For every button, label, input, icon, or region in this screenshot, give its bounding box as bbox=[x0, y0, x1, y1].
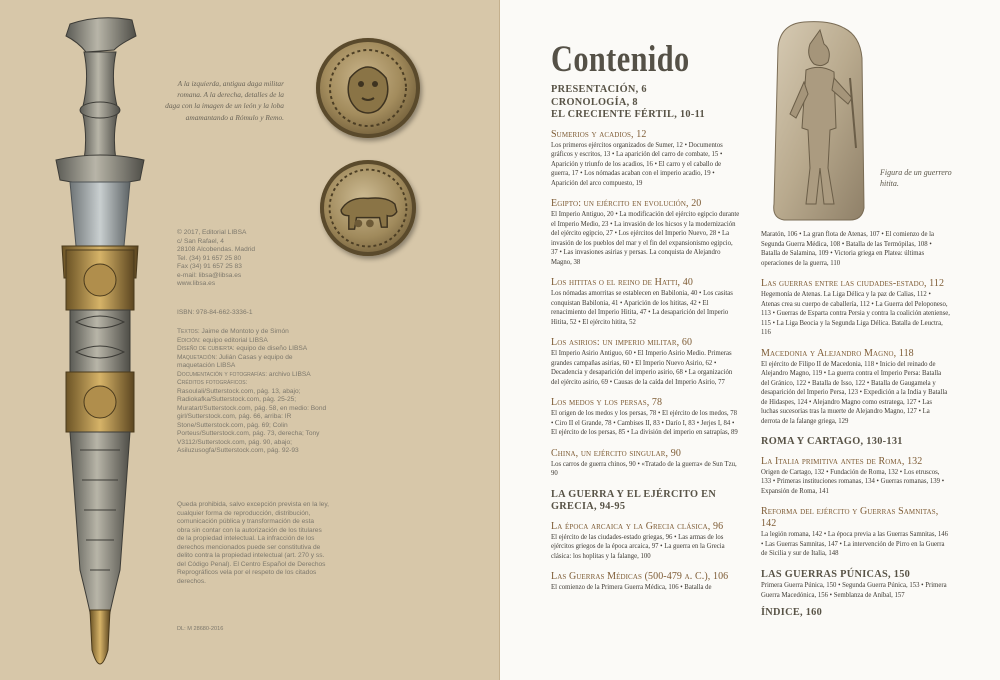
toc-part: LAS GUERRAS PÚNICAS, 150 bbox=[761, 568, 911, 580]
publisher-address bbox=[177, 229, 327, 289]
toc-part: PRESENTACIÓN, 6 bbox=[551, 84, 647, 95]
toc-chapter: Macedonia y Alejandro Magno, 118 bbox=[761, 347, 914, 359]
address-line: e-mail: libsa@libsa.es bbox=[177, 271, 242, 279]
credit-label: Diseño de cubierta bbox=[177, 345, 233, 352]
spacer bbox=[761, 449, 951, 456]
credit-value: : archivo LIBSA bbox=[265, 370, 311, 378]
toc-chapter: China, un ejército singular, 90 bbox=[551, 447, 681, 459]
credit-label: Edición bbox=[177, 336, 199, 344]
toc-body: Los carros de guerra chinos, 90 • «Tratado de la guerra» de Sun Tzu, 90 bbox=[551, 459, 737, 477]
credit-line bbox=[177, 354, 327, 371]
credit-value: : Julián Casas y equipo de maquetación LIBSA bbox=[177, 353, 293, 369]
toc-chapter: Los asirios: un imperio militar, 60 bbox=[551, 337, 693, 348]
address-line: Tel. (34) 91 657 25 80 bbox=[177, 254, 242, 262]
address-line: c/ San Rafael, 4 bbox=[177, 237, 224, 245]
credit-line bbox=[177, 371, 327, 380]
toc-chapter: Los medos y los persas, 78 bbox=[551, 397, 663, 408]
credit-label: Créditos fotográficos bbox=[177, 379, 246, 386]
toc-body: Hegemonía de Atenas. La Liga Délica y la paz de Calias, 112 • Atenas crea su cuerpo de caballería, 112 • La Guerra del Peloponeso, 113 • Guerras de Esparta contra Persia y contra la coalición ateniense, 115 • La Liga Beocia y la Segunda Liga Délica. Batalla de Leuctra, 116 bbox=[761, 290, 950, 336]
spacer bbox=[551, 514, 741, 521]
toc-part: LA GUERRA Y EL EJÉRCITO EN GRECIA, 94-95 bbox=[551, 488, 717, 512]
toc-part: ÍNDICE, 160 bbox=[761, 607, 823, 618]
credit-value: : Jaime de Montoto y de Simón bbox=[197, 328, 289, 335]
spacer bbox=[551, 267, 741, 277]
toc-column-right bbox=[761, 230, 951, 620]
toc-chapter: Las guerras entre las ciudades-estado, 112 bbox=[761, 278, 945, 289]
toc-body: El Imperio Asirio Antiguo, 60 • El Imperio Asirio Medio. Primeras grandes campañas asirias, 60 • El Imperio Nuevo Asirio, 62 • Decadencia y desaparición del imperio asirio, 68 • La organización del ejército asirio, 69 • Causas de la caída del Imperio Asirio, 77 bbox=[551, 349, 733, 386]
toc-body: El ejército de Filipo II de Macedonia, 118 • Inicio del reinado de Alejandro Magno, 119 • La guerra contra el Imperio Persa: Batalla del Gránico, 122 • Batalla de Isso, 122 • Batalla de Gaugamela y desaparición del Imperio Persa, 123 • Expedición a la India y Batalla de Hidaspes, 124 • Alejandro Magno como estratega, 127 • Las luchas sucesorias tras la muerte de Alejandro Magno, 127 • La derrota de la falange griega, 129 bbox=[761, 359, 948, 425]
hittite-warrior-relief-image bbox=[770, 18, 866, 222]
toc-chapter: Sumerios y acadios, 12 bbox=[551, 128, 647, 140]
address-line: www.libsa.es bbox=[177, 280, 216, 287]
credit-label: Maquetación bbox=[177, 353, 216, 361]
spacer bbox=[761, 426, 951, 436]
figure-caption: Figura de un guerrero hitita. bbox=[880, 168, 952, 188]
toc-body: Los primeros ejércitos organizados de Sumer, 12 • Documentos gráficos y escritos, 13 • La aparición del carro de combate, 15 • Aparición y triunfo de los acadios, 16 • El carro y el caballo de guerra, 17 • Los nómadas acaban con el imperio acadio, 19 • Aparición del arco compuesto, 19 bbox=[551, 140, 723, 187]
rights-notice: Queda prohibida, salvo excepción prevista en la ley, cualquier forma de reproducción, distribución, comunicación pública y transformación de esta obra sin contar con la autorización de los titulares de la propiedad intelectual. La infracción de los derechos mencionados puede ser constitutiva de delito contra la propiedad intelectual (art. 270 y ss. del Código Penal). El Centro Español de Derechos Reprográficos vela por el respeto de los citados derechos. bbox=[177, 501, 329, 585]
toc-body: Maratón, 106 • La gran flota de Atenas, 107 • El comienzo de la Segunda Guerra Médica, 108 • Batalla de las Termópilas, 108 • Batalla de Salamina, 109 • Victoria griega en Platea: últimas operaciones de la guerra, 110 bbox=[761, 230, 935, 267]
address-line: 28108 Alcobendas. Madrid bbox=[177, 246, 256, 253]
spacer bbox=[551, 561, 741, 571]
spacer bbox=[551, 479, 741, 489]
credit-label: Textos bbox=[177, 328, 198, 335]
credit-value: : equipo de diseño LIBSA bbox=[232, 345, 308, 352]
toc-body: La legión romana, 142 • La época previa a las Guerras Samnitas, 146 • Las Guerras Samnitas, 147 • La intervención de Pirro en la Guerra de Sicilia y sur de Italia, 148 bbox=[761, 530, 948, 557]
isbn: ISBN: 978-84-662-3336-1 bbox=[177, 309, 253, 316]
toc-chapter: Egipto: un ejército en evolución, 20 bbox=[551, 198, 702, 209]
image-caption: A la izquierda, antigua daga militar romana. A la derecha, detalles de la daga con la imagen de un león y la loba amamantando a Rómulo y Remo. bbox=[165, 79, 284, 122]
spacer bbox=[761, 338, 951, 348]
toc-column-left bbox=[551, 84, 741, 593]
toc-body: Origen de Cartago, 132 • Fundación de Roma, 132 • Los etruscos, 133 • Primeras instituciones romanas, 134 • Guerras romanas, 139 • Expansión de Roma, 141 bbox=[761, 467, 945, 495]
toc-part: ROMA Y CARTAGO, 130-131 bbox=[761, 436, 903, 447]
spacer bbox=[761, 496, 951, 506]
toc-chapter: La época arcaica y la Grecia clásica, 96 bbox=[551, 520, 724, 532]
spacer bbox=[551, 188, 741, 198]
credit-line bbox=[177, 379, 327, 456]
credits bbox=[177, 328, 327, 456]
lion-coin-image bbox=[316, 38, 420, 138]
toc-chapter: Los hititas o el reino de Hatti, 40 bbox=[551, 277, 693, 288]
address-line: © 2017, Editorial LIBSA bbox=[177, 229, 247, 236]
toc-part: CRONOLOGÍA, 8 bbox=[551, 96, 638, 108]
spacer bbox=[761, 600, 951, 607]
credit-label: Documentación y fotografías bbox=[177, 370, 266, 378]
toc-body: El Imperio Antiguo, 20 • La modificación del ejército egipcio durante el Imperio Medio, 23 • La invasión de los hicsos y la modernización del ejército egipcio, 27 • Los ejércitos del Imperio Nuevo, 28 • La invasión de los pueblos del mar y el fin del expansionismo egipcio, 37 • Las invasiones asirias y persas. La conquista de Alejandro Magno, 38 bbox=[551, 210, 740, 266]
toc-body: El origen de los medos y los persas, 78 • El ejército de los medos, 78 • Ciro II el Grande, 78 • Cambises II, 83 • Darío I, 83 • Jerjes I, 84 • El ejército de los persas, 85 • La división del imperio en satrapías, 89 bbox=[551, 409, 738, 436]
spacer bbox=[761, 559, 951, 569]
toc-chapter: La Italia primitiva antes de Roma, 132 bbox=[761, 455, 923, 467]
toc-part: EL CRECIENTE FÉRTIL, 10-11 bbox=[551, 109, 705, 120]
toc-body: El comienzo de la Primera Guerra Médica, 106 • Batalla de bbox=[551, 583, 712, 591]
credit-line bbox=[177, 328, 327, 337]
credit-line bbox=[177, 345, 327, 354]
spacer bbox=[551, 122, 741, 129]
wolf-coin-image bbox=[320, 160, 416, 256]
spacer bbox=[551, 387, 741, 397]
toc-body: Primera Guerra Púnica, 150 • Segunda Guerra Púnica, 153 • Primera Guerra Macedónica, 156 • Semblanza de Aníbal, 157 bbox=[761, 581, 947, 599]
spacer bbox=[761, 268, 951, 278]
toc-body: El ejército de las ciudades-estado griegas, 96 • Las armas de los ejércitos griegos de la época arcaica, 97 • La guerra en la Grecia clásica: los hoplitas y la falange, 100 bbox=[551, 532, 725, 560]
spacer bbox=[551, 438, 741, 448]
address-line: Fax (34) 91 657 25 83 bbox=[177, 263, 242, 270]
spacer bbox=[551, 327, 741, 337]
toc-chapter: Reforma del ejército y Guerras Samnitas, 142 bbox=[761, 506, 939, 529]
credit-value: : Rasoulali/Sutterstock.com, pág. 13, abajo; Radiokafka/Sutterstock.com, pág. 25-25; Muratart/Sutterstock.com, pág. 58, en medio: Bond girl/Sutterstock.com, pág. 66, arriba: IR Stone/Sutterstock.com, pág. 69; Colin Porteus/Sutterstock.com, pág. 73, derecha; Tony V3112/Sutterstock.com, pág. 90, abajo; Asiluzusogfa/Sutterstock.com, pág. 92-93 bbox=[177, 379, 327, 454]
toc-chapter: Las Guerras Médicas (500-479 a. C.), 106 bbox=[551, 571, 729, 582]
toc-body: Los nómadas amorritas se establecen en Babilonia, 40 • Los casitas conquistan Babilonia, 41 • Aparición de los hititas, 42 • El renacimiento del Imperio Hitita, 47 • La desaparición del Imperio Hitita, 52 • El ejército hitita, 52 bbox=[551, 289, 733, 326]
roman-dagger-image bbox=[40, 10, 160, 678]
credit-line bbox=[177, 337, 327, 346]
legal-deposit: DL: M 28680-2016 bbox=[177, 626, 224, 632]
credit-value: : equipo editorial LIBSA bbox=[198, 336, 268, 344]
page-title: Contenido bbox=[551, 39, 690, 80]
